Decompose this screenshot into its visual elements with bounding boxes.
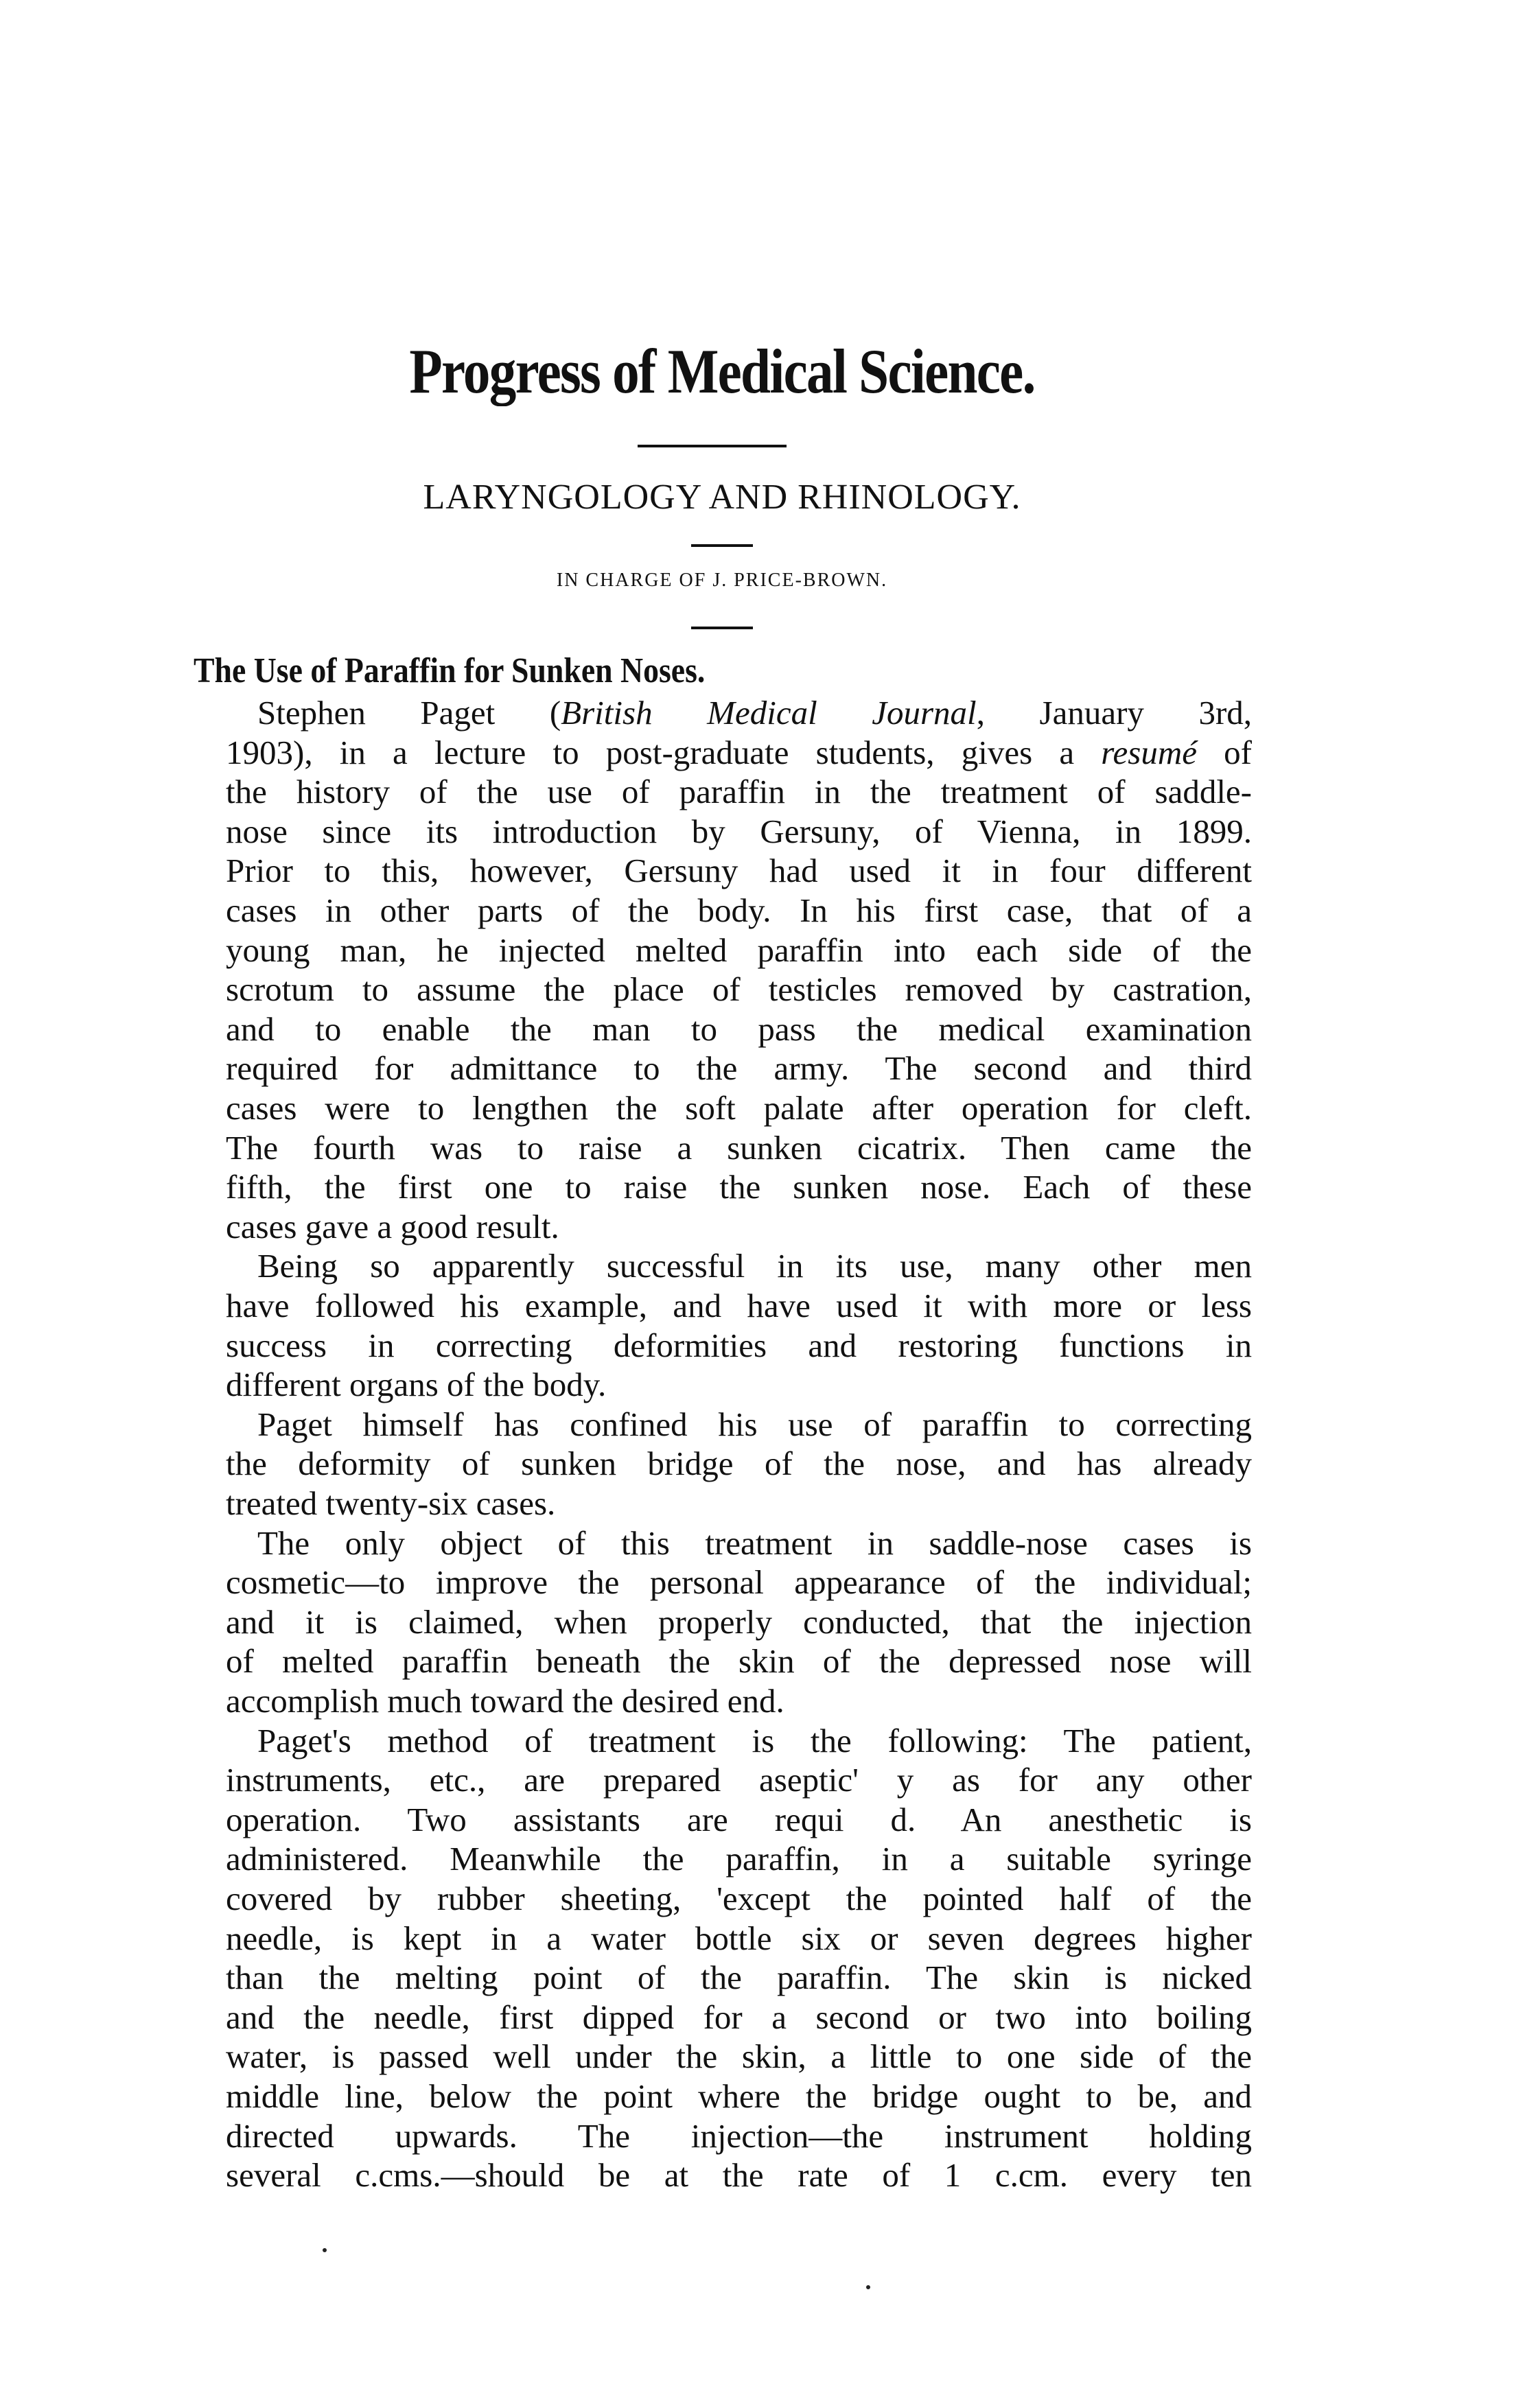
text-span: The only object of this treatment in saddle-nose cases is bbox=[257, 1523, 1252, 1562]
text-span: cases in other parts of the body. In his first case, that of a bbox=[226, 891, 1252, 929]
text-span: scrotum to assume the place of testicles removed by castration, bbox=[226, 970, 1252, 1009]
text-span: several c.cms.—should be at the rate of 1 c.cm. every ten bbox=[226, 2156, 1252, 2195]
section-heading: LARYNGOLOGY AND RHINOLOGY. bbox=[423, 478, 1021, 517]
text-span: Being so apparently successful in its use, many other men bbox=[257, 1247, 1252, 1285]
text-span: required for admittance to the army. The second and third bbox=[226, 1049, 1252, 1088]
text-line bbox=[226, 1919, 1252, 1958]
text-span: different organs of the body. bbox=[226, 1366, 607, 1404]
text-line bbox=[226, 1800, 1252, 1839]
title-divider bbox=[638, 445, 787, 447]
text-span: and it is claimed, when properly conducted, that the injection bbox=[226, 1602, 1252, 1641]
text-span: operation. Two assistants are requi d. An anesthetic is bbox=[226, 1800, 1252, 1838]
text-line bbox=[226, 1484, 1252, 1523]
text-span: cases were to lengthen the soft palate after operation for cleft. bbox=[226, 1089, 1252, 1127]
text-span: Prior to this, however, Gersuny had used it in four different bbox=[226, 852, 1252, 890]
text-line bbox=[257, 1246, 1252, 1285]
text-line bbox=[226, 1681, 1252, 1720]
text-span: directed upwards. The injection—the instrument holding bbox=[226, 2116, 1252, 2155]
italic-text: British Medical Journal bbox=[561, 694, 977, 732]
text-span: fifth, the first one to raise the sunken nose. Each of these bbox=[226, 1168, 1252, 1206]
text-line bbox=[226, 1365, 1252, 1404]
text-span: Paget's method of treatment is the following: The patient, bbox=[257, 1721, 1252, 1760]
text-line bbox=[226, 2155, 1252, 2195]
text-span: young man, he injected melted paraffin into each side of the bbox=[226, 931, 1252, 969]
text-span: of melted paraffin beneath the skin of the depressed nose will bbox=[226, 1642, 1252, 1681]
text-line bbox=[226, 1207, 1252, 1246]
text-line bbox=[226, 1049, 1252, 1088]
text-line bbox=[226, 1563, 1252, 1602]
text-line bbox=[226, 1760, 1252, 1799]
section-divider bbox=[691, 544, 753, 547]
text-line bbox=[226, 772, 1252, 811]
text-span: Stephen Paget ( bbox=[257, 694, 561, 732]
text-line bbox=[226, 1602, 1252, 1641]
text-line bbox=[226, 1839, 1252, 1878]
italic-text: resumé bbox=[1101, 733, 1197, 771]
text-line bbox=[226, 2116, 1252, 2155]
text-span: than the melting point of the paraffin. The skin is nicked bbox=[226, 1959, 1252, 1997]
text-line bbox=[226, 851, 1252, 890]
text-span: needle, is kept in a water bottle six or seven degrees higher bbox=[226, 1919, 1252, 1957]
text-line bbox=[226, 891, 1252, 930]
text-line bbox=[226, 1009, 1252, 1049]
text-span: cases gave a good result. bbox=[226, 1207, 559, 1246]
text-line bbox=[226, 1167, 1252, 1206]
text-span: instruments, etc., are prepared aseptic' y as for any other bbox=[226, 1761, 1252, 1799]
text-line bbox=[226, 1326, 1252, 1365]
text-span: nose since its introduction by Gersuny, of Vienna, in 1899. bbox=[226, 812, 1252, 850]
text-line bbox=[257, 1721, 1252, 1760]
text-span: The fourth was to raise a sunken cicatrix. Then came the bbox=[226, 1128, 1252, 1167]
text-span: and the needle, first dipped for a second or two into boiling bbox=[226, 1998, 1252, 2036]
text-line bbox=[257, 693, 1252, 732]
text-line bbox=[226, 812, 1252, 851]
text-span: treated twenty-six cases. bbox=[226, 1484, 556, 1522]
text-line bbox=[257, 1405, 1252, 1444]
text-span: covered by rubber sheeting, 'except the pointed half of the bbox=[226, 1880, 1252, 1917]
text-span: the history of the use of paraffin in the treatment of saddle- bbox=[226, 773, 1252, 811]
text-span: accomplish much toward the desired end. bbox=[226, 1682, 784, 1720]
text-span: Paget himself has confined his use of paraffin to correcting bbox=[257, 1405, 1252, 1443]
text-line bbox=[257, 1523, 1252, 1563]
text-span: the deformity of sunken bridge of the nose, and has already bbox=[226, 1445, 1252, 1483]
text-line bbox=[226, 2037, 1252, 2076]
text-line bbox=[226, 970, 1252, 1009]
editor-credit: IN CHARGE OF J. PRICE-BROWN. bbox=[556, 570, 888, 591]
text-span: administered. Meanwhile the paraffin, in a suitable syringe bbox=[226, 1840, 1252, 1878]
text-span: , January 3rd, bbox=[976, 694, 1253, 732]
text-span: of bbox=[1196, 733, 1252, 771]
text-span: have followed his example, and have used it with more or less bbox=[226, 1287, 1252, 1324]
page-title: Progress of Medical Science. bbox=[409, 336, 1035, 406]
text-span: water, is passed well under the skin, a little to one side of the bbox=[226, 2037, 1252, 2076]
text-span: and to enable the man to pass the medical examination bbox=[226, 1009, 1252, 1048]
text-line bbox=[226, 1128, 1252, 1167]
text-span: 1903), in a lecture to post-graduate students, gives a bbox=[226, 733, 1102, 771]
text-line bbox=[226, 1879, 1252, 1918]
text-span: cosmetic—to improve the personal appearance of the individual; bbox=[226, 1563, 1252, 1602]
article-heading: The Use of Paraffin for Sunken Noses. bbox=[194, 651, 706, 690]
text-span: success in correcting deformities and restoring functions in bbox=[226, 1326, 1252, 1364]
text-line bbox=[226, 1286, 1252, 1325]
text-line bbox=[226, 2077, 1252, 2116]
scan-speck bbox=[323, 2248, 327, 2252]
scan-speck bbox=[866, 2285, 870, 2289]
text-line bbox=[226, 1958, 1252, 1997]
text-line bbox=[226, 1998, 1252, 2037]
text-line bbox=[226, 733, 1252, 772]
text-line bbox=[226, 931, 1252, 970]
text-line bbox=[226, 1444, 1252, 1483]
credit-divider bbox=[691, 627, 753, 629]
text-line bbox=[226, 1088, 1252, 1127]
text-span: middle line, below the point where the bridge ought to be, and bbox=[226, 2077, 1252, 2115]
text-line bbox=[226, 1641, 1252, 1681]
